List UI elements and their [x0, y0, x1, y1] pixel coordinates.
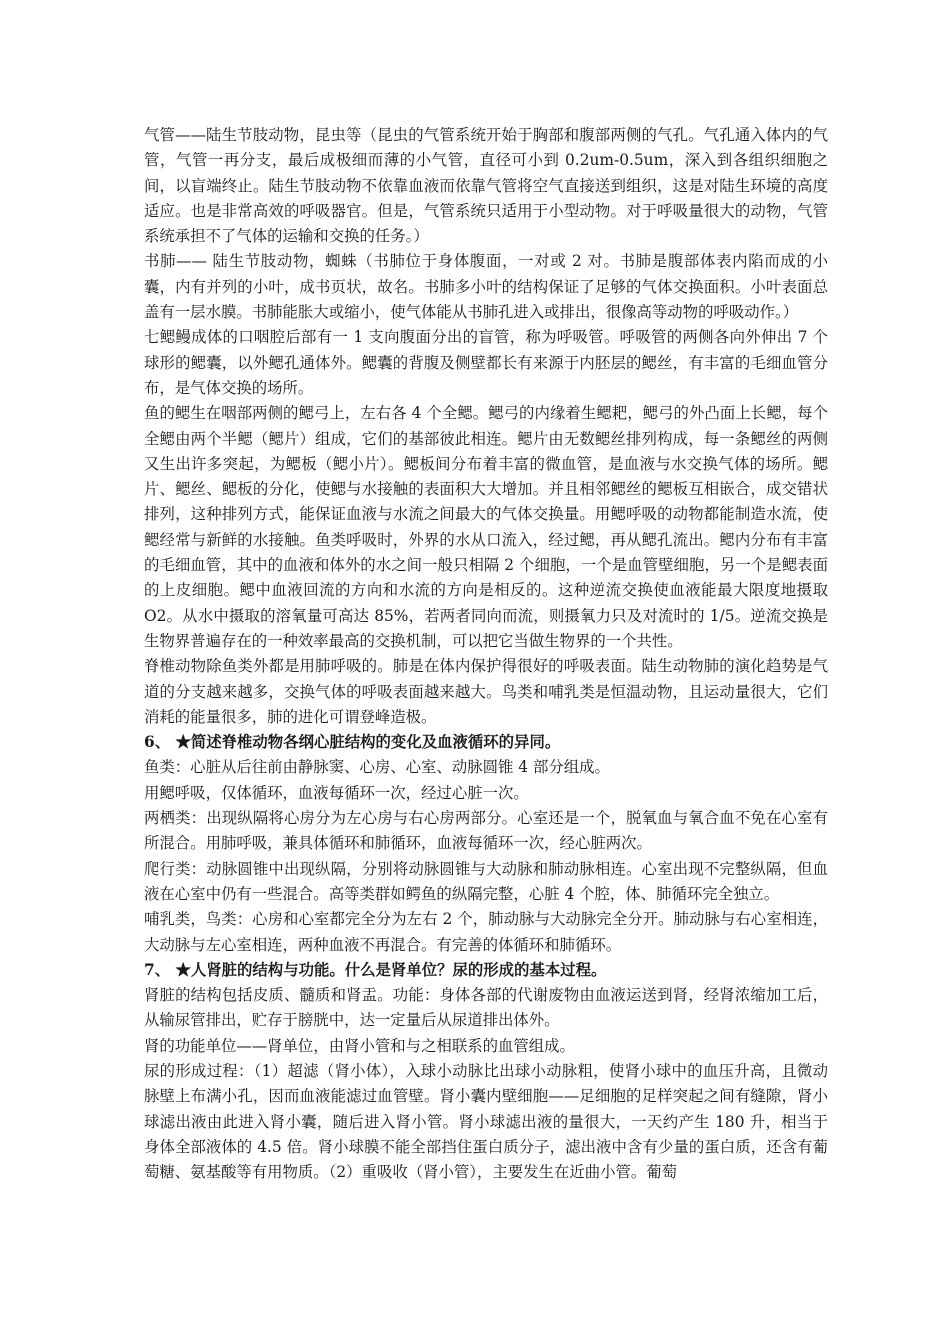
- paragraph-nephron: 肾的功能单位——肾单位，由肾小管和与之相联系的血管组成。: [144, 1036, 575, 1055]
- paragraph-fish-gills: 鱼的鳃生在咽部两侧的鳃弓上，左右各 4 个全鳃。鳃弓的内缘着生鳃耙，鳃弓的外凸面上长鳃，每个全鳃由两个半鳃（鳃片）组成，它们的基部彼此相连。鳃片由无数鳃丝排列构成，每一条鳃丝的两侧又生出许多突起，为鳃板（鳃小片）。鳃板间分布着丰富的微血管，是血液与水交换气体的场所。鳃片、鳃丝、鳃板的分化，使鳃与水接触的表面积大大增加。并且相邻鳃丝的鳃板互相嵌合，成交错状排列，这种排列方式，能保证血液与水流之间最大的气体交换量。用鳃呼吸的动物都能制造水流，使鳃经常与新鲜的水接触。鱼类呼吸时，外界的水从口流入，经过鳃，再从鳃孔流出。鳃内分布有丰富的毛细血管，其中的血液和体外的水之间一般只相隔 2 个细胞，一个是血管壁细胞，另一个是鳃表面的上皮细胞。鳃中血液回流的方向和水流的方向是相反的。这种逆流交换使血液能最大限度地摄取 O2。从水中摄取的溶氧量可高达 85%，若两者同向而流，则摄氧力只及对流时的 1/5。逆流交换是生物界普遍存在的一种效率最高的交换机制，可以把它当做生物界的一个共性。: [144, 404, 828, 650]
- paragraph-mammal-bird-heart: 哺乳类，鸟类：心房和心室都完全分为左右 2 个，肺动脉与大动脉完全分开。肺动脉与右心室相连，大动脉与左心室相连，两种血液不再混合。有完善的体循环和肺循环。: [144, 910, 828, 954]
- document-body: [144, 123, 828, 1185]
- paragraph-lamprey-gills: 七鳃鳗成体的口咽腔后部有一 1 支向腹面分出的盲管，称为呼吸管。呼吸管的两侧各向外伸出 7 个球形的鳃囊，以外鳃孔通体外。鳃囊的背腹及侧壁都长有来源于内胚层的鳃丝，有丰富的毛细血管分布，是气体交换的场所。: [144, 328, 828, 397]
- paragraph-trachea: 气管——陆生节肢动物，昆虫等（昆虫的气管系统开始于胸部和腹部两侧的气孔。气孔通入体内的气管，气管一再分支，最后成极细而薄的小气管，直径可小到 0.2um-0.5um，深入到各组织细胞之间，以盲端终止。陆生节肢动物不依靠血液而依靠气管将空气直接送到组织，这是对陆生环境的高度适应。也是非常高效的呼吸器官。但是，气管系统只适用于小型动物。对于呼吸量很大的动物，气管系统承担不了气体的运输和交换的任务。）: [144, 126, 828, 246]
- paragraph-amphibian-heart: 两栖类：出现纵隔将心房分为左心房与右心房两部分。心室还是一个，脱氧血与氧合血不免在心室有所混合。用肺呼吸，兼具体循环和肺循环，血液每循环一次，经心脏两次。: [144, 809, 828, 853]
- paragraph-vertebrate-lungs: 脊椎动物除鱼类外都是用肺呼吸的。肺是在体内保护得很好的呼吸表面。陆生动物肺的演化趋势是气道的分支越来越多，交换气体的呼吸表面越来越大。鸟类和哺乳类是恒温动物，且运动量很大，它们消耗的能量很多，肺的进化可谓登峰造极。: [144, 657, 828, 726]
- section-heading-6: 6、 ★简述脊椎动物各纲心脏结构的变化及血液循环的异同。: [144, 733, 561, 752]
- paragraph-book-lung: 书肺—— 陆生节肢动物，蜘蛛（书肺位于身体腹面，一对或 2 对。书肺是腹部体表内陷而成的小囊，内有并列的小叶，成书页状，故名。书肺多小叶的结构保证了足够的气体交换面积。小叶表面总盖有一层水膜。书肺能胀大或缩小，使气体能从书肺孔进入或排出，很像高等动物的呼吸动作。）: [144, 252, 828, 322]
- section-heading-7: 7、 ★人肾脏的结构与功能。什么是肾单位？尿的形成的基本过程。: [144, 960, 607, 979]
- paragraph-reptile-heart: 爬行类：动脉圆锥中出现纵隔，分别将动脉圆锥与大动脉和肺动脉相连。心室出现不完整纵隔，但血液在心室中仍有一些混合。高等类群如鳄鱼的纵隔完整，心脏 4 个腔，体、肺循环完全独立。: [144, 859, 828, 903]
- paragraph-fish-circulation: 用鳃呼吸，仅体循环，血液每循环一次，经过心脏一次。: [144, 783, 529, 802]
- paragraph-kidney-structure: 肾脏的结构包括皮质、髓质和肾盂。功能：身体各部的代谢废物由血液运送到肾，经肾浓缩加工后，从输尿管排出，贮存于膀胱中，达一定量后从尿道排出体外。: [144, 986, 828, 1030]
- paragraph-urine-formation: 尿的形成过程：（1）超滤（肾小体），入球小动脉比出球小动脉粗，使肾小球中的血压升高，且微动脉壁上布满小孔，因而血液能滤过血管壁。肾小囊内壁细胞——足细胞的足样突起之间有缝隙，肾小球滤出液由此进入肾小囊，随后进入肾小管。肾小球滤出液的量很大，一天约产生 180 升，相当于身体全部液体的 4.5 倍。肾小球膜不能全部挡住蛋白质分子，滤出液中含有少量的蛋白质，还含有葡萄糖、氨基酸等有用物质。（2）重吸收（肾小管），主要发生在近曲小管。葡萄: [144, 1061, 828, 1182]
- paragraph-fish-heart: 鱼类：心脏从后往前由静脉窦、心房、心室、动脉圆锥 4 部分组成。: [144, 758, 610, 777]
